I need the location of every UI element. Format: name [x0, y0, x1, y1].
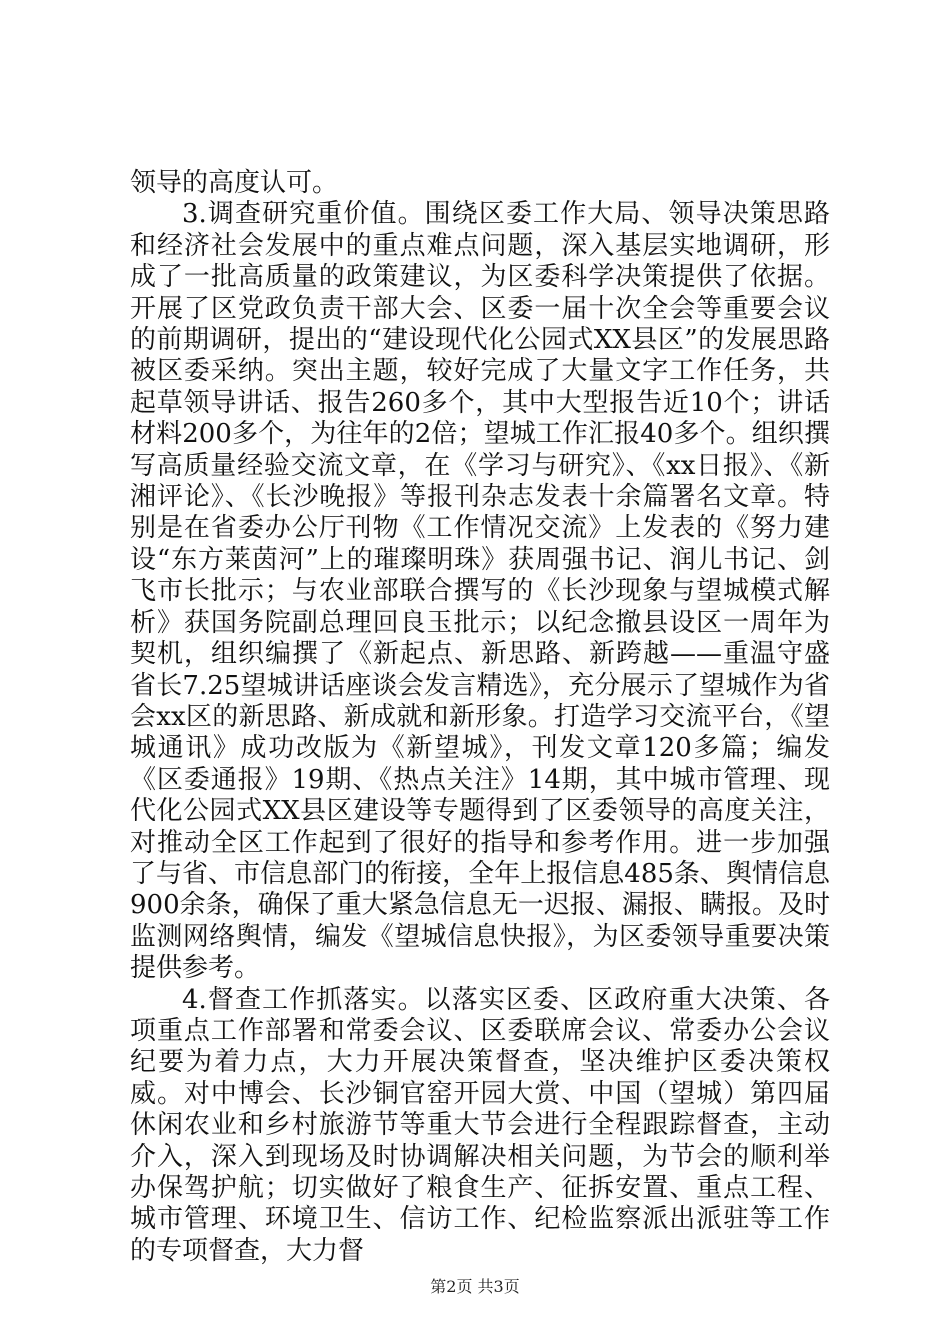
page-footer: 第2页 共3页	[430, 1277, 520, 1296]
paragraph-supervision: 4.督查工作抓落实。以落实区委、区政府重大决策、各项重点工作部署和常委会议、区委联席会议、常委办公会议纪要为着力点，大力开展决策督查，坚决维护区委决策权威。对中博会、长沙铜官窑开园大赏、中国（望城）第四届休闲农业和乡村旅游节等重大节会进行全程跟踪督查，主动介入，深入到现场及时协调解决相关问题，为节会的顺利举办保驾护航；切实做好了粮食生产、征拆安置、重点工程、城市管理、环境卫生、信访工作、纪检监察派出派驻等工作的专项督查，大力督	[130, 984, 830, 1266]
document-body	[130, 168, 830, 1267]
paragraph-research: 3.调查研究重价值。围绕区委工作大局、领导决策思路和经济社会发展中的重点难点问题，深入基层实地调研，形成了一批高质量的政策建议，为区委科学决策提供了依据。开展了区党政负责干部大会、区委一届十次全会等重要会议的前期调研，提出的“建设现代化公园式XX县区”的发展思路被区委采纳。突出主题，较好完成了大量文字工作任务，共起草领导讲话、报告260多个，其中大型报告近10个；讲话材料200多个，为往年的2倍；望城工作汇报40多个。组织撰写高质量经验交流文章，在《学习与研究》、《xx日报》、《新湘评论》、《长沙晚报》等报刊杂志发表十余篇署名文章。特别是在省委办公厅刊物《工作情况交流》上发表的《努力建设“东方莱茵河”上的璀璨明珠》获周强书记、润儿书记、剑飞市长批示；与农业部联合撰写的《长沙现象与望城模式解析》获国务院副总理回良玉批示；以纪念撤县设区一周年为契机，组织编撰了《新起点、新思路、新跨越——重温守盛省长7.25望城讲话座谈会发言精选》，充分展示了望城作为省会xx区的新思路、新成就和新形象。打造学习交流平台，《望城通讯》成功改版为《新望城》，刊发文章120多篇；编发《区委通报》19期、《热点关注》14期，其中城市管理、现代化公园式XX县区建设等专题得到了区委领导的高度关注，对推动全区工作起到了很好的指导和参考作用。进一步加强了与省、市信息部门的衔接，全年上报信息485条、舆情信息900余条，确保了重大紧急信息无一迟报、漏报、瞒报。及时监测网络舆情，编发《望城信息快报》，为区委领导重要决策提供参考。	[130, 199, 830, 984]
paragraph-continuation: 领导的高度认可。	[130, 168, 339, 198]
